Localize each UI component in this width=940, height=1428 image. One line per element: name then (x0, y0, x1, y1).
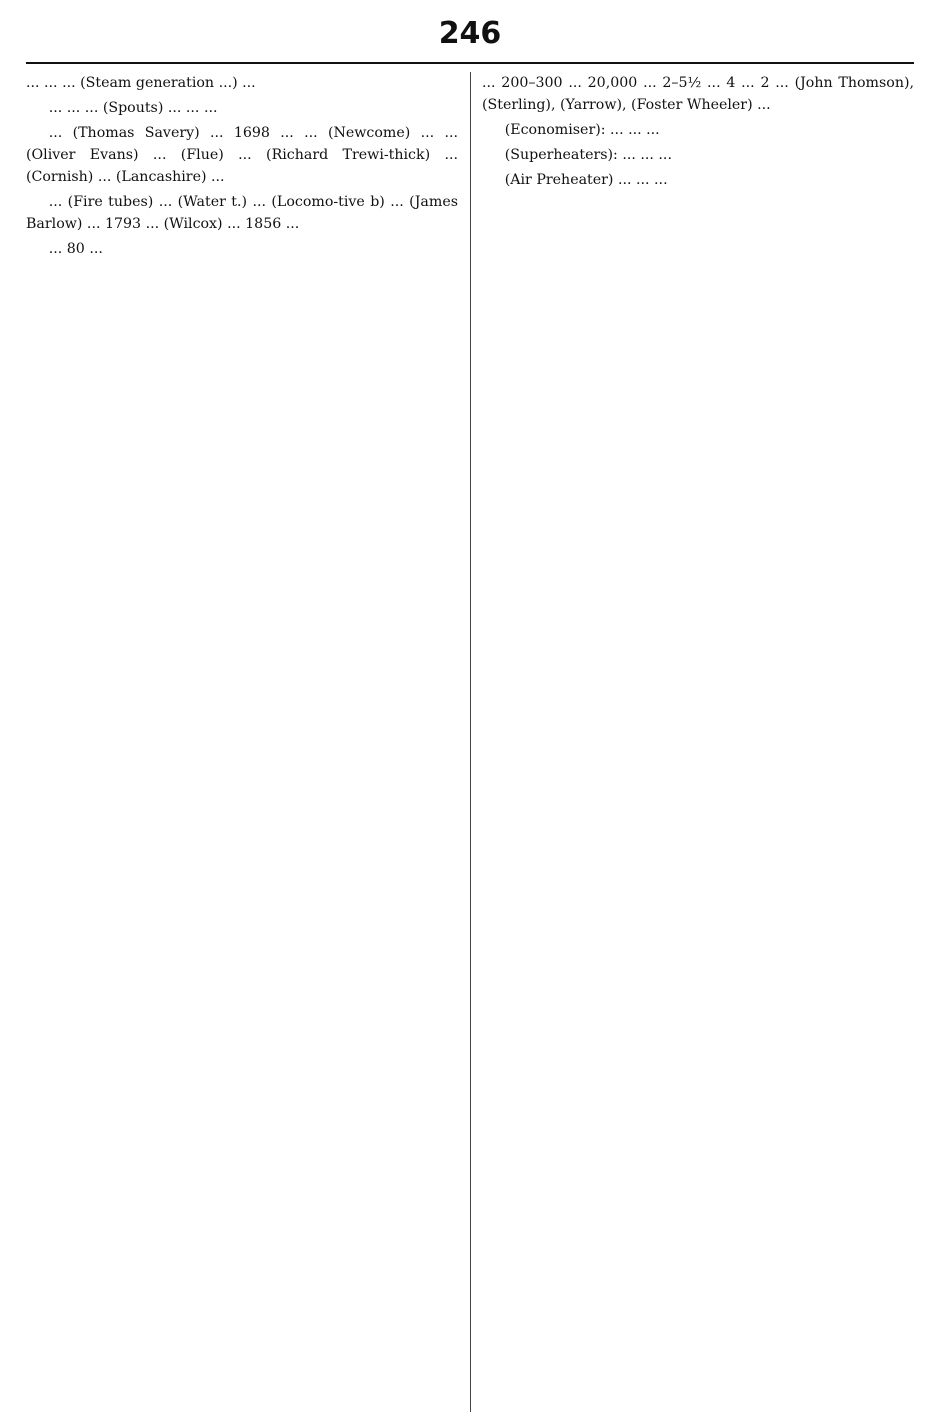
paragraph-savery: ... (Thomas Savery) ... 1698 ... ... (Newcome) ... ... (Oliver Evans) ... (Flue) ... (Richard Trewi-thick) ... (Cornish) ... (Lancashire) ... (26, 125, 458, 186)
paragraph-history: ... ... ... (Spouts) ... ... ... (48, 100, 218, 117)
paragraph-intro: ... ... ... (Steam generation ...) ... (26, 75, 256, 91)
paragraph-types: ... (Fire tubes) ... (Water t.) ... (Locomo-tive b) ... (James Barlow) ... 1793 ... (Wilcox) ... 1856 ... (26, 194, 458, 233)
header-rule (26, 62, 914, 64)
column-divider (470, 72, 471, 1412)
paragraph-capacity: ... 200–300 ... 20,000 ... 2–5½ ... 4 ... 2 ... (John Thomson), (Sterling), (Yarrow), (Foster Wheeler) ... (482, 75, 914, 114)
paragraph-economiser: (Economiser): ... ... ... (504, 122, 660, 139)
paragraph-old-times: ... 80 ... (48, 241, 103, 258)
right-column (482, 72, 914, 1417)
paragraph-air-preheater: (Air Preheater) ... ... ... (504, 172, 668, 189)
left-column (26, 72, 458, 1417)
page-header (26, 14, 914, 60)
paragraph-superheaters: (Superheaters): ... ... ... (504, 147, 672, 164)
page-number: 246 (438, 16, 502, 51)
